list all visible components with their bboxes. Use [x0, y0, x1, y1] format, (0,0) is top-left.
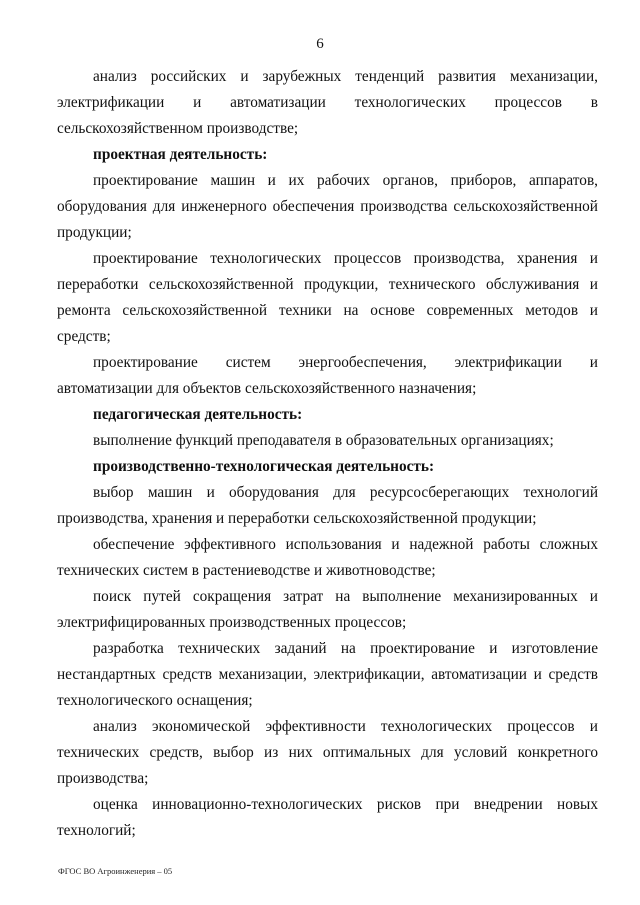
- heading-pedagogical-activity: педагогическая деятельность:: [93, 406, 303, 423]
- paragraph-process-design: проектирование технологических процессов производства, хранения и переработки сельскохозяйственной продукции, технического обслуживания и ремонта сельскохозяйственной техники на основе современных методов и средств;: [57, 250, 598, 345]
- paragraph-technical-specs: разработка технических заданий на проектирование и изготовление нестандартных средств механизации, электрификации, автоматизации и средств технологического оснащения;: [57, 640, 598, 709]
- paragraph-cost-reduction: поиск путей сокращения затрат на выполнение механизированных и электрифицированных производственных процессов;: [57, 588, 598, 631]
- page-number: 6: [316, 36, 324, 52]
- paragraph-energy-systems-design: проектирование систем энергообеспечения, электрификации и автоматизации для объектов сельскохозяйственного назначения;: [57, 354, 598, 397]
- paragraph-risk-assessment: оценка инновационно-технологических рисков при внедрении новых технологий;: [57, 796, 598, 839]
- paragraph-machine-design: проектирование машин и их рабочих органов, приборов, аппаратов, оборудования для инженерного обеспечения производства сельскохозяйственной продукции;: [57, 172, 598, 241]
- document-body: [57, 64, 598, 844]
- heading-production-activity: производственно-технологическая деятельность:: [93, 458, 435, 475]
- paragraph-machine-selection: выбор машин и оборудования для ресурсосберегающих технологий производства, хранения и переработки сельскохозяйственной продукции;: [57, 484, 598, 527]
- paragraph-efficient-use: обеспечение эффективного использования и надежной работы сложных технических систем в растениеводстве и животноводстве;: [57, 536, 598, 579]
- paragraph-analysis-trends: анализ российских и зарубежных тенденций развития механизации, электрификации и автоматизации технологических процессов в сельскохозяйственном производстве;: [57, 68, 598, 137]
- heading-design-activity: проектная деятельность:: [93, 146, 268, 163]
- paragraph-economic-analysis: анализ экономической эффективности технологических процессов и технических средств, выбор из них оптимальных для условий конкретного производства;: [57, 718, 598, 787]
- footer-document-code: ФГОС ВО Агроинженерия – 05: [58, 866, 173, 876]
- paragraph-teaching-functions: выполнение функций преподавателя в образовательных организациях;: [93, 432, 554, 449]
